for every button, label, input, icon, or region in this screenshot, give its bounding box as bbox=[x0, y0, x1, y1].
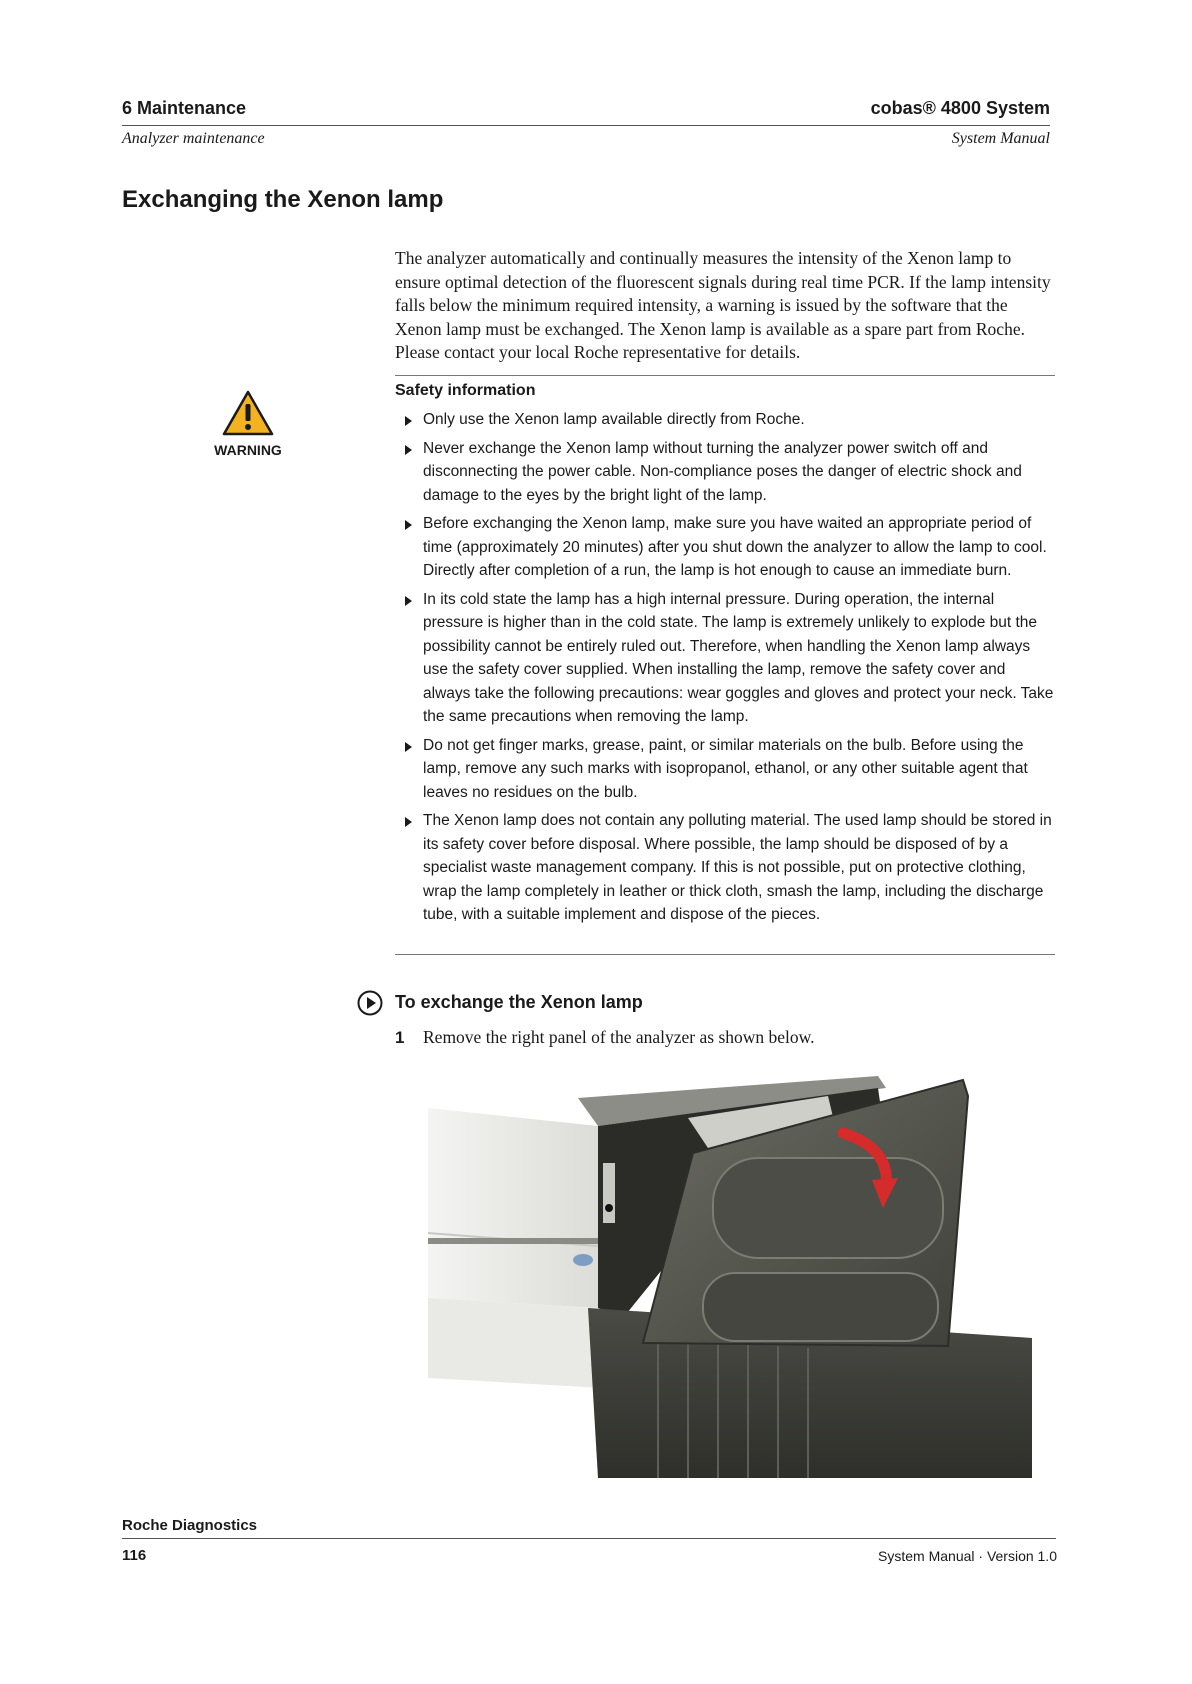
safety-item-text: Before exchanging the Xenon lamp, make sure you have waited an appropriate period of time (approximately 20 minutes) after you shut down the analyzer to allow the lamp to cool. Directly after completion of a run, the lamp is hot enough to cause an immediate burn. bbox=[423, 515, 1047, 579]
safety-item-text: Only use the Xenon lamp available directly from Roche. bbox=[423, 411, 805, 428]
list-item bbox=[395, 512, 1055, 583]
safety-item-text: Do not get finger marks, grease, paint, or similar materials on the bulb. Before using the lamp, remove any such marks with isopropanol, ethanol, or any other suitable agent that leaves no residues on the bulb. bbox=[423, 736, 1028, 801]
safety-item-text: Never exchange the Xenon lamp without turning the analyzer power switch off and disconnecting the power cable. Non-compliance poses the danger of electric shock and damage to the eyes by the bright light of the lamp. bbox=[423, 439, 1022, 504]
list-item bbox=[395, 588, 1055, 729]
safety-item-text: The Xenon lamp does not contain any polluting material. The used lamp should be stored in its safety cover before disposal. Where possible, the lamp should be disposed of by a specialist waste management company. If this is not possible, put on protective clothing, wrap the lamp completely in leather or thick cloth, smash the lamp, including the discharge tube, with a suitable implement and dispose of the pieces. bbox=[423, 812, 1052, 923]
analyzer-panel-removal-figure bbox=[428, 1068, 1032, 1478]
bullet-icon bbox=[405, 742, 412, 752]
product-name: cobas® 4800 System bbox=[870, 98, 1050, 118]
footer-version: System Manual · Version 1.0 bbox=[878, 1548, 1057, 1564]
list-item bbox=[395, 809, 1055, 927]
procedure-play-icon bbox=[357, 990, 383, 1016]
safety-list bbox=[395, 408, 1055, 932]
step-number: 1 bbox=[395, 1028, 405, 1047]
warning-icon bbox=[222, 390, 274, 436]
header-divider bbox=[122, 125, 1050, 126]
warning-label: WARNING bbox=[214, 442, 282, 458]
safety-heading: Safety information bbox=[395, 382, 536, 399]
list-item bbox=[395, 734, 1055, 805]
bullet-icon bbox=[405, 445, 412, 455]
bullet-icon bbox=[405, 520, 412, 530]
step-text: Remove the right panel of the analyzer as shown below. bbox=[423, 1027, 815, 1047]
bullet-icon bbox=[405, 596, 412, 606]
safety-item-text: In its cold state the lamp has a high internal pressure. During operation, the internal pressure is higher than in the cold state. The lamp is extremely unlikely to explode but the possibility cannot be entirely ruled out. Therefore, when handling the Xenon lamp always use the safety cover supplied. When installing the lamp, remove the safety cover and always take the following precautions: wear goggles and gloves and protect your neck. Take the same precautions when removing the lamp. bbox=[423, 590, 1054, 725]
list-item bbox=[395, 408, 1055, 432]
page-title: Exchanging the Xenon lamp bbox=[122, 186, 444, 213]
page-number: 116 bbox=[122, 1547, 147, 1564]
intro-paragraph: The analyzer automatically and continually measures the intensity of the Xenon lamp to ensure optimal detection of the fluorescent signals during real time PCR. If the lamp intensity falls below the minimum required intensity, a warning is issued by the software that the Xenon lamp must be exchanged. The Xenon lamp is available as a spare part from Roche. Please contact your local Roche representative for details. bbox=[395, 248, 1051, 362]
manual-name: System Manual bbox=[951, 130, 1050, 147]
procedure-title: To exchange the Xenon lamp bbox=[395, 992, 643, 1012]
safety-bottom-divider bbox=[395, 954, 1055, 955]
section-subtitle: Analyzer maintenance bbox=[122, 130, 265, 147]
safety-top-divider bbox=[395, 375, 1055, 376]
bullet-icon bbox=[405, 817, 412, 827]
list-item bbox=[395, 437, 1055, 508]
chapter-title: 6 Maintenance bbox=[122, 98, 247, 118]
footer-divider bbox=[122, 1538, 1056, 1539]
footer-company: Roche Diagnostics bbox=[122, 1517, 258, 1534]
bullet-icon bbox=[405, 416, 412, 426]
